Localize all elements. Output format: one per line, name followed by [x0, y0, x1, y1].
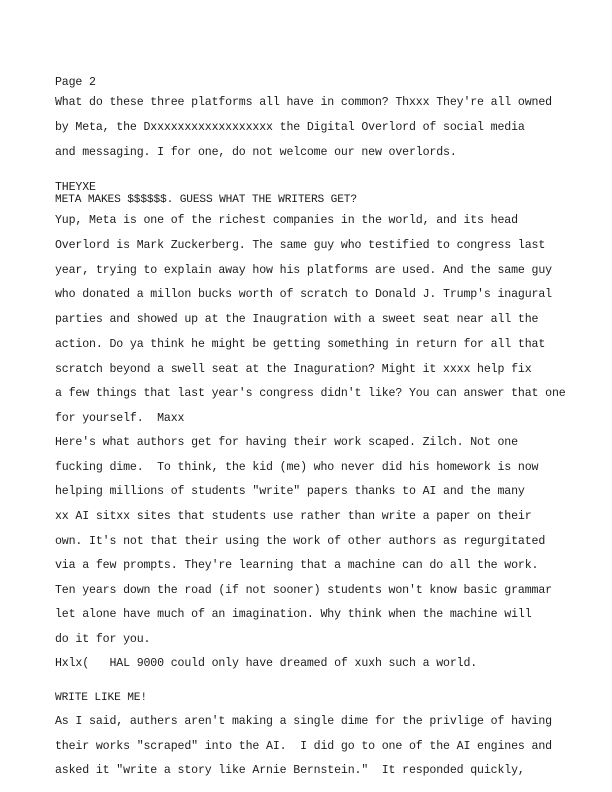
page-number: Page 2 — [55, 76, 96, 89]
text-line: for yourself. Maxx — [55, 412, 185, 425]
text-line: scratch beyond a swell seat at the Inaguration? Might it xxxx help fix — [55, 363, 532, 376]
text-line: do it for you. — [55, 633, 151, 646]
text-line: and messaging. I for one, do not welcome our new overlords. — [55, 146, 457, 159]
struck-text: THEYXE — [55, 181, 96, 194]
text-line: by Meta, the Dxxxxxxxxxxxxxxxxxx the Digital Overlord of social media — [55, 121, 525, 134]
text-line: action. Do ya think he might be getting something in return for all that — [55, 338, 546, 351]
text-line: via a few prompts. They're learning that a machine can do all the work. — [55, 559, 539, 572]
text-line: asked it "write a story like Arnie Bernstein." It responded quickly, — [55, 764, 525, 777]
text-line: year, trying to explain away how his platforms are used. And the same guy — [55, 264, 552, 277]
section-heading: META MAKES $$$$$$. GUESS WHAT THE WRITERS GET? — [55, 194, 357, 206]
text-line: xx AI sitxx sites that students use rather than write a paper on their — [55, 510, 532, 523]
text-line: Ten years down the road (if not sooner) students won't know basic grammar — [55, 584, 552, 597]
text-line: parties and showed up at the Inaugration with a sweet seat near all the — [55, 313, 539, 326]
text-line: let alone have much of an imagination. Why think when the machine will — [55, 608, 532, 621]
text-line: helping millions of students "write" papers thanks to AI and the many — [55, 485, 525, 498]
text-line: fucking dime. To think, the kid (me) who never did his homework is now — [55, 461, 539, 474]
text-line: What do these three platforms all have in common? Thxxx They're all owned — [55, 96, 552, 109]
text-line: Overlord is Mark Zuckerberg. The same guy who testified to congress last — [55, 239, 546, 252]
text-line: As I said, authers aren't making a single dime for the privlige of having — [55, 715, 552, 728]
text-line: their works "scraped" into the AI. I did go to one of the AI engines and — [55, 740, 552, 753]
text-line: Yup, Meta is one of the richest companies in the world, and its head — [55, 214, 518, 227]
text-line: Hxlx( HAL 9000 could only have dreamed of xuxh such a world. — [55, 657, 478, 670]
text-line: Here's what authors get for having their work scaped. Zilch. Not one — [55, 436, 518, 449]
text-line: who donated a millon bucks worth of scratch to Donald J. Trump's inagural — [55, 288, 552, 301]
section-heading: WRITE LIKE ME! — [55, 692, 147, 704]
text-line: own. It's not that their using the work of other authors as regurgitated — [55, 535, 546, 548]
text-line: a few things that last year's congress didn't like? You can answer that one — [55, 387, 566, 400]
